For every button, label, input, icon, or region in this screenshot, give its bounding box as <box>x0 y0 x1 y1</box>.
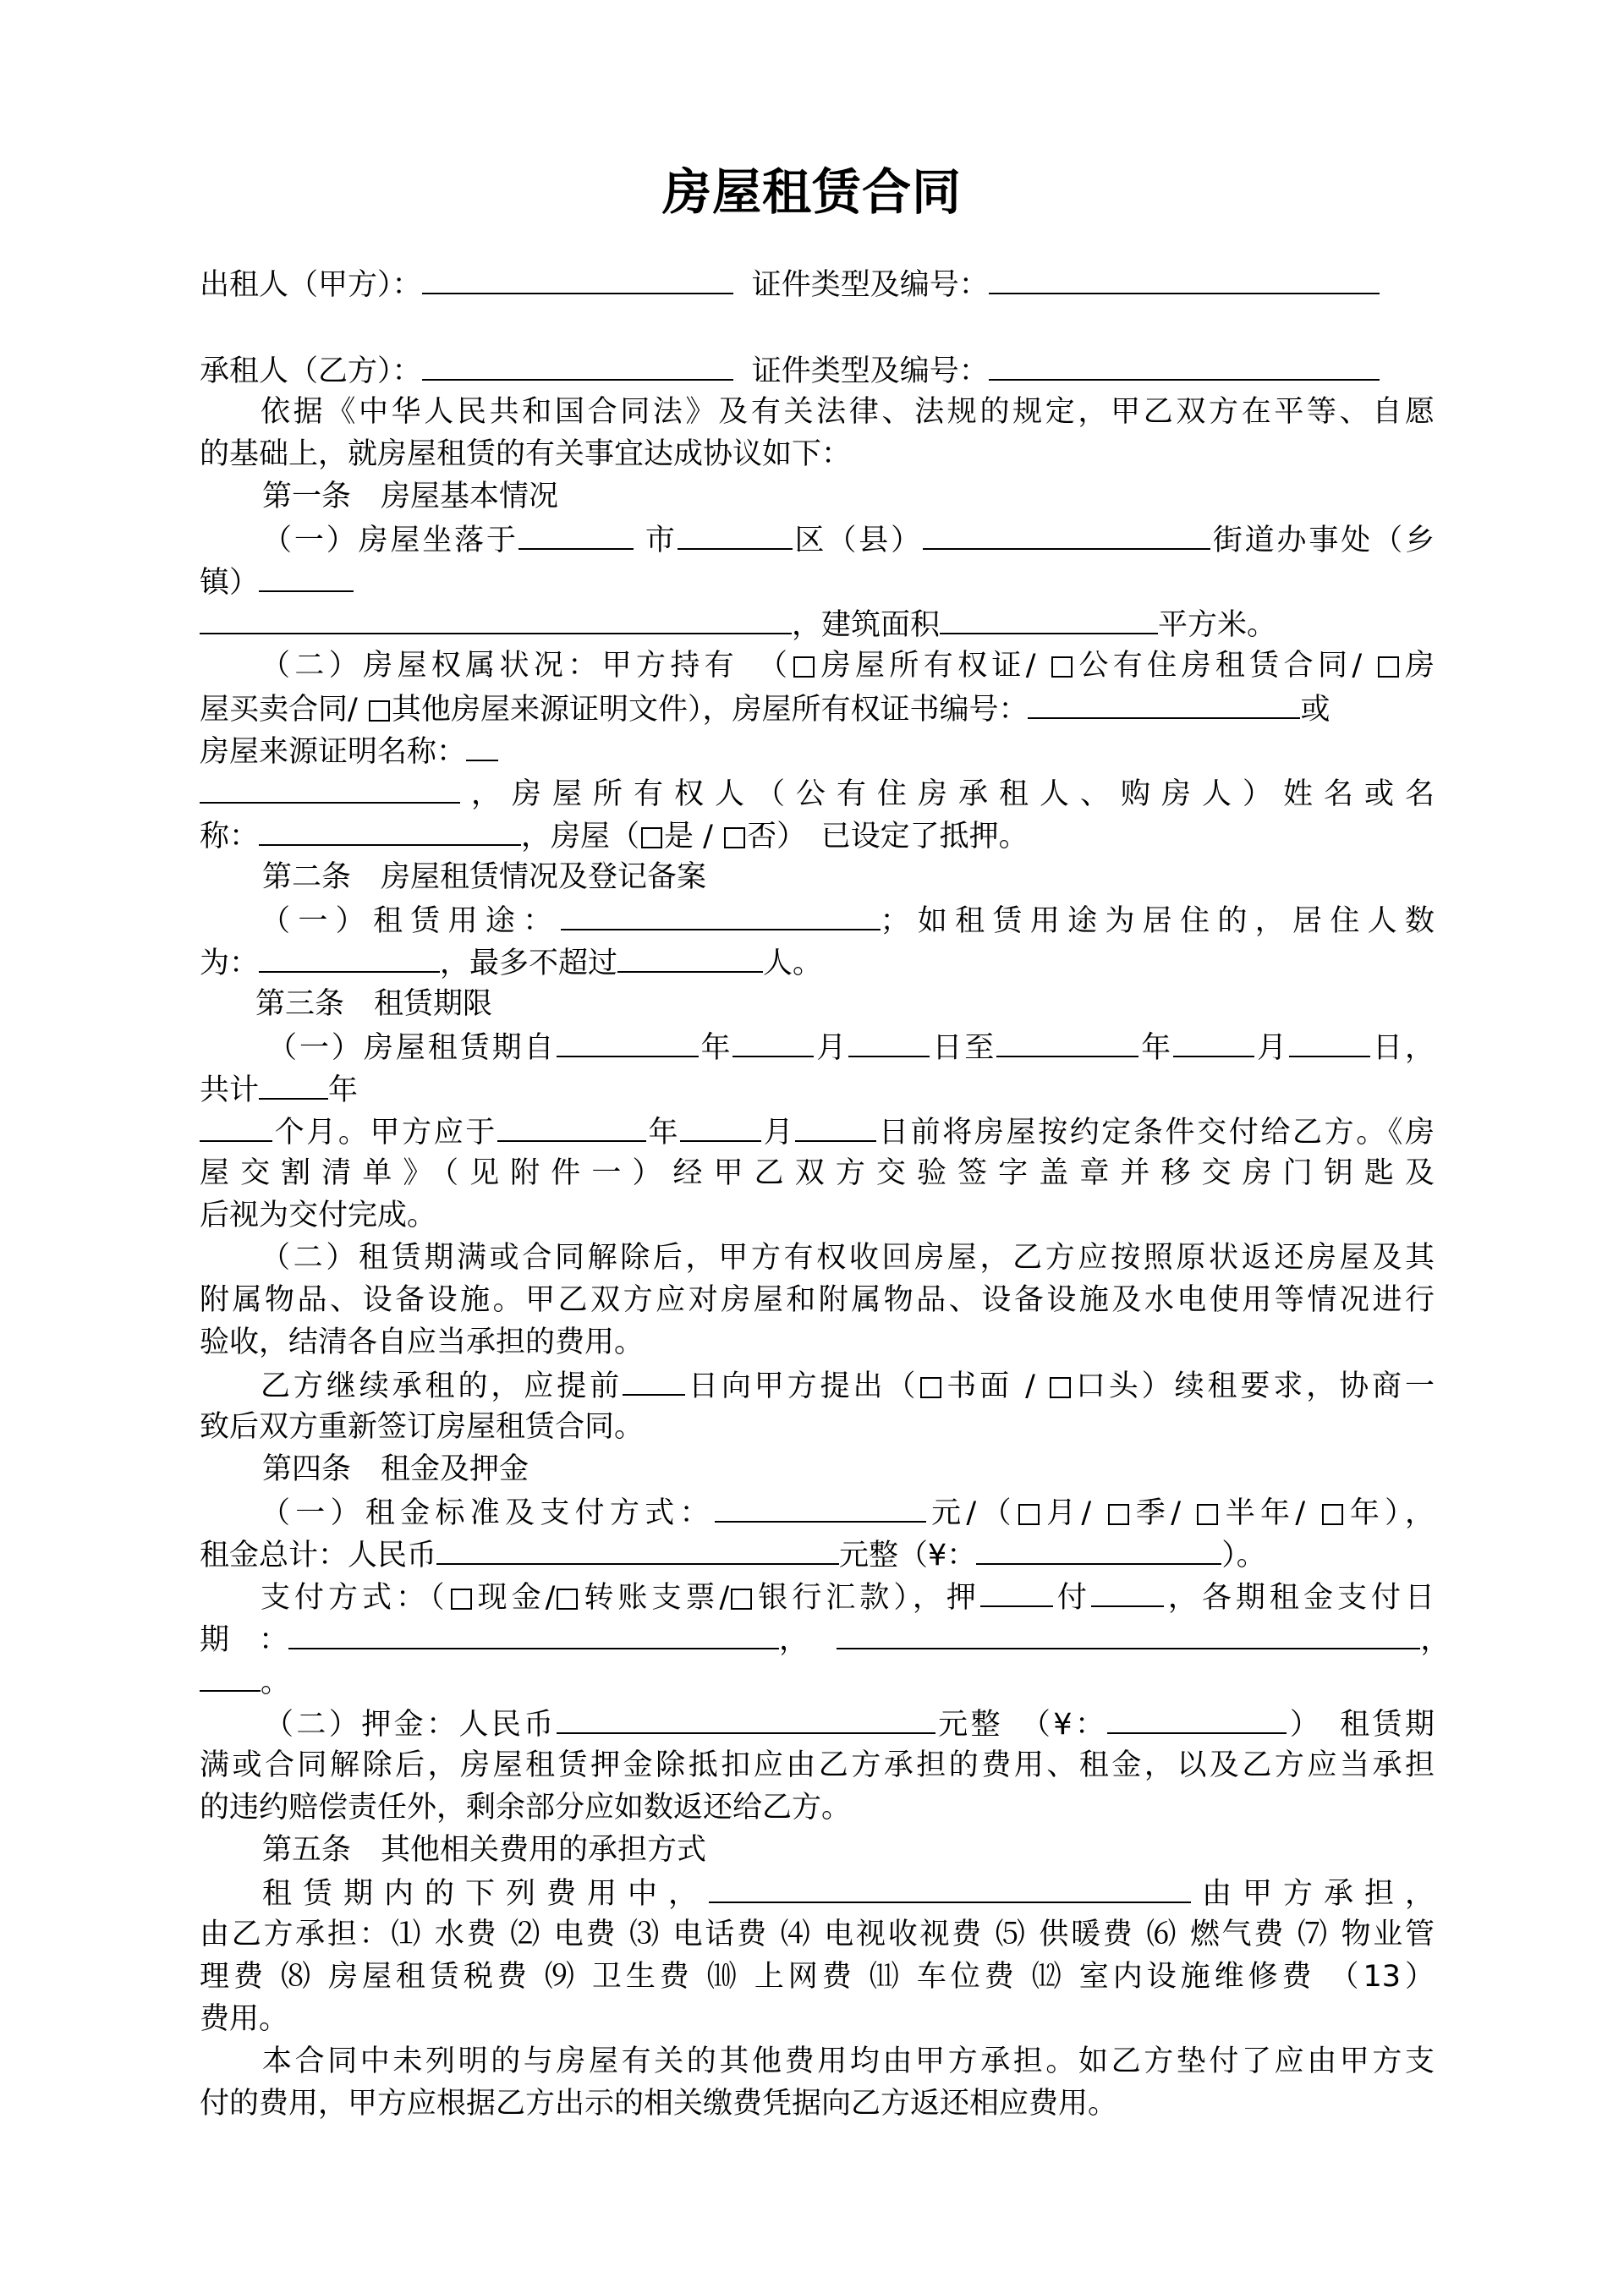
lease-end-line-2: 附属物品、设备设施。甲乙双方应对房屋和附属物品、设备设施及水电使用等情况进行 <box>200 1283 1435 1317</box>
checkbox[interactable] <box>1322 1504 1343 1525</box>
lessor-line: 出租人（甲方）： 证件类型及编号： <box>200 262 1435 306</box>
article-2-occupants-line: 为： ，最多不超过 人。 <box>200 941 1435 985</box>
lessor-id-blank[interactable] <box>989 262 1380 294</box>
max-occupants-blank[interactable] <box>617 941 763 973</box>
lease-end-line-3: 验收，结清各自应当承担的费用。 <box>200 1325 645 1359</box>
renewal-line-2: 致后双方重新签订房屋租赁合同。 <box>200 1410 645 1444</box>
rent-total-words-blank[interactable] <box>436 1533 839 1565</box>
ownership-line-2: 屋买卖合同/ 其他房屋来源证明文件），房屋所有权证书编号： 或 <box>200 687 1435 731</box>
checkbox[interactable] <box>1108 1504 1129 1525</box>
checkbox[interactable] <box>1197 1504 1218 1525</box>
payment-date-blank-1[interactable] <box>288 1617 779 1649</box>
payment-method-line: 支付方式：（ 现金/ 转账支票/ 银行汇款），押 付 ，各期租金支付日 <box>200 1575 1435 1619</box>
checkbox[interactable] <box>1018 1504 1040 1525</box>
delivery-day-blank[interactable] <box>795 1110 876 1142</box>
payment-date-line: 期 ： ， ， <box>200 1617 1435 1661</box>
checkbox[interactable] <box>451 1589 472 1610</box>
fees-line-3: 理费 ⑻ 房屋租赁税费 ⑼ 卫生费 ⑽ 上网费 ⑾ 车位费 ⑿ 室内设施维修费 （13） <box>200 1960 1435 1994</box>
purpose-blank[interactable] <box>561 898 881 930</box>
checkbox[interactable] <box>1378 656 1399 678</box>
article-3-heading: 第三条 租赁期限 <box>255 987 493 1021</box>
deposit-line-3: 的违约赔偿责任外，剩余部分应如数返还给乙方。 <box>200 1791 852 1825</box>
deposit-line-1: （二）押金：人民币 元整 （¥： ） 租赁期 <box>200 1702 1435 1746</box>
certificate-number-blank[interactable] <box>1028 687 1300 719</box>
preamble-line-2: 的基础上，就房屋租赁的有关事宜达成协议如下： <box>200 437 852 471</box>
occupants-blank[interactable] <box>259 941 440 973</box>
checkbox[interactable] <box>369 700 390 722</box>
ownership-line-3: 房屋来源证明名称： <box>200 729 1435 773</box>
article-4-heading: 第四条 租金及押金 <box>262 1452 529 1486</box>
area-blank[interactable] <box>940 602 1158 634</box>
district-blank[interactable] <box>678 518 793 550</box>
other-fees-line-2: 付的费用，甲方应根据乙方出示的相关缴费凭据向乙方返还相应费用。 <box>200 2087 1118 2121</box>
lessor-fees-blank[interactable] <box>709 1871 1191 1903</box>
rent-standard-line: （一）租金标准及支付方式： 元/（ 月/ 季/ 半年/ 年）， <box>200 1490 1435 1534</box>
article-1-area-line: ，建筑面积 平方米。 <box>200 602 1435 646</box>
deposit-months-blank[interactable] <box>980 1575 1053 1607</box>
renewal-line-1: 乙方继续承租的，应提前 日向甲方提出（ 书面 / 口头）续租要求，协商一 <box>200 1364 1435 1408</box>
rent-amount-blank[interactable] <box>715 1490 926 1523</box>
payment-date-blank-3[interactable] <box>200 1660 261 1692</box>
ownership-line-5: 称： ，房屋（ 是 / 否） 已设定了抵押。 <box>200 814 1435 858</box>
delivery-year-blank[interactable] <box>497 1110 646 1142</box>
lease-term-line-3: 个月。甲方应于 年 月 日前将房屋按约定条件交付给乙方。《房 <box>200 1110 1435 1154</box>
town-blank[interactable] <box>259 560 354 592</box>
end-month-blank[interactable] <box>1173 1025 1254 1057</box>
lease-term-line-2: 共计 年 <box>200 1067 1435 1111</box>
deposit-figure-blank[interactable] <box>1107 1702 1287 1734</box>
end-year-blank[interactable] <box>996 1025 1138 1057</box>
checkbox[interactable] <box>731 1589 752 1610</box>
document-title: 房屋租赁合同 <box>661 163 962 221</box>
checkbox[interactable] <box>793 656 815 678</box>
article-2-purpose-line: （一）租赁用途： ；如租赁用途为居住的，居住人数 <box>200 898 1435 942</box>
deposit-line-2: 满或合同解除后，房屋租赁押金除抵扣应由乙方承担的费用、租金，以及乙方应当承担 <box>200 1748 1435 1782</box>
total-years-blank[interactable] <box>259 1067 328 1100</box>
ownership-line-4: ，房屋所有权人（公有住房承租人、购房人）姓名或名 <box>200 771 1435 815</box>
rent-total-line: 租金总计：人民币 元整（¥： ）。 <box>200 1533 1435 1577</box>
lease-term-line-1: （一）房屋租赁期自 年 月 日至 年 月 日， <box>200 1025 1435 1069</box>
article-5-heading: 第五条 其他相关费用的承担方式 <box>262 1833 707 1867</box>
deposit-words-blank[interactable] <box>557 1702 935 1734</box>
lease-end-line-1: （二）租赁期满或合同解除后，甲方有权收回房屋，乙方应按照原状返还房屋及其 <box>261 1241 1435 1275</box>
renewal-days-blank[interactable] <box>623 1364 685 1396</box>
article-1-location-line: （一）房屋坐落于 市 区（县） 街道办事处（乡 <box>200 518 1435 562</box>
owner-name-blank[interactable] <box>259 814 521 846</box>
fees-line-2: 由乙方承担：⑴ 水费 ⑵ 电费 ⑶ 电话费 ⑷ 电视收视费 ⑸ 供暖费 ⑹ 燃气费 ⑺ 物业管 <box>200 1918 1435 1951</box>
checkbox[interactable] <box>641 827 662 848</box>
preamble-line-1: 依据《中华人民共和国合同法》及有关法律、法规的规定，甲乙双方在平等、自愿 <box>261 395 1435 429</box>
street-blank[interactable] <box>923 518 1210 550</box>
lessee-id-blank[interactable] <box>989 348 1380 381</box>
start-month-blank[interactable] <box>732 1025 814 1057</box>
lessee-line: 承租人（乙方）： 证件类型及编号： <box>200 348 1435 392</box>
fees-line-1: 租赁期内的下列费用中， 由甲方承担， <box>200 1871 1435 1915</box>
rent-total-figure-blank[interactable] <box>976 1533 1221 1565</box>
source-name-blank[interactable] <box>466 729 498 761</box>
checkbox[interactable] <box>920 1377 941 1398</box>
ownership-line-1: （二）房屋权属状况：甲方持有 （ 房屋所有权证/ 公有住房租赁合同/ 房 <box>261 649 1435 683</box>
lease-term-line-5: 后视为交付完成。 <box>200 1199 437 1232</box>
checkbox[interactable] <box>724 827 745 848</box>
lease-term-line-4: 屋交割清单》（见附件一）经甲乙双方交验签字盖章并移交房门钥匙及 <box>200 1156 1435 1190</box>
payment-date-line-end: 。 <box>200 1660 1435 1704</box>
article-1-town-line: 镇） <box>200 560 1435 604</box>
end-day-blank[interactable] <box>1289 1025 1370 1057</box>
checkbox[interactable] <box>557 1589 578 1610</box>
lessee-name-blank[interactable] <box>422 348 733 381</box>
city-blank[interactable] <box>518 518 634 550</box>
start-day-blank[interactable] <box>848 1025 930 1057</box>
lessor-name-blank[interactable] <box>422 262 733 294</box>
pay-months-blank[interactable] <box>1091 1575 1164 1607</box>
article-1-heading: 第一条 房屋基本情况 <box>262 480 559 513</box>
total-months-blank[interactable] <box>200 1110 272 1142</box>
checkbox[interactable] <box>1050 1377 1071 1398</box>
start-year-blank[interactable] <box>557 1025 699 1057</box>
source-name-blank-2[interactable] <box>200 771 460 804</box>
other-fees-line-1: 本合同中未列明的与房屋有关的其他费用均由甲方承担。如乙方垫付了应由甲方支 <box>262 2044 1435 2078</box>
checkbox[interactable] <box>1051 656 1073 678</box>
address-blank[interactable] <box>200 602 792 634</box>
article-2-heading: 第二条 房屋租赁情况及登记备案 <box>262 860 707 894</box>
delivery-month-blank[interactable] <box>680 1110 761 1142</box>
fees-line-4: 费用。 <box>200 2002 289 2036</box>
payment-date-blank-2[interactable] <box>837 1617 1420 1649</box>
